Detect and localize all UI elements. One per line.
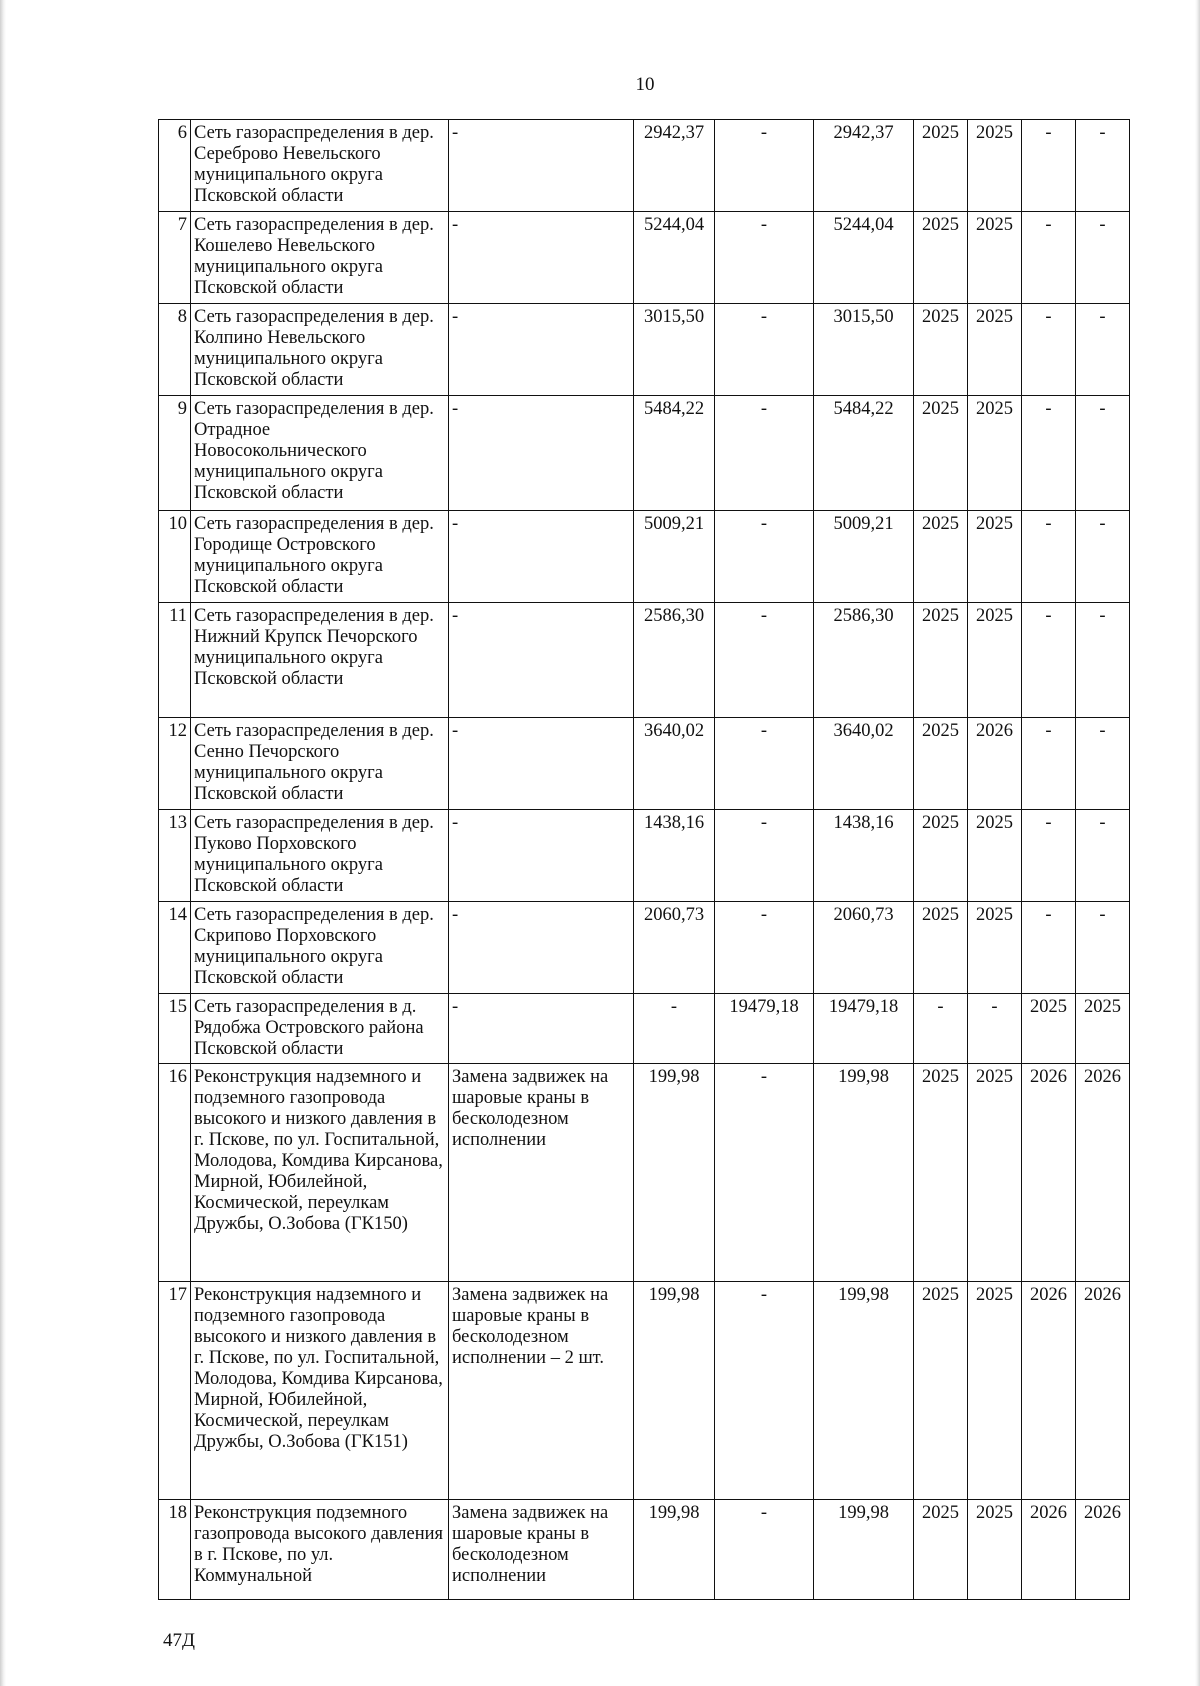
year-col-3: 2026: [1022, 1064, 1076, 1282]
year-col-2: 2025: [968, 212, 1022, 304]
year-col-4: 2025: [1076, 994, 1130, 1064]
year-col-2: 2025: [968, 304, 1022, 396]
row-number: 11: [159, 603, 191, 718]
year-col-2: 2025: [968, 603, 1022, 718]
object-name: Сеть газораспределения в дер. Отрадное Новосокольнического муниципального округа Псковской области: [191, 396, 449, 511]
work-description: Замена задвижек на шаровые краны в бесколодезном исполнении – 2 шт.: [449, 1282, 634, 1500]
table-row: [159, 603, 1130, 718]
document-code: 47Д: [163, 1630, 195, 1651]
year-col-1: 2025: [914, 304, 968, 396]
value-total: 2942,37: [814, 120, 914, 212]
year-col-3: -: [1022, 810, 1076, 902]
row-number: 6: [159, 120, 191, 212]
year-col-3: -: [1022, 304, 1076, 396]
year-col-3: -: [1022, 396, 1076, 511]
table-row: [159, 212, 1130, 304]
work-description: -: [449, 511, 634, 603]
year-col-1: 2025: [914, 396, 968, 511]
object-name: Сеть газораспределения в дер. Нижний Крупск Печорского муниципального округа Псковской области: [191, 603, 449, 718]
year-col-4: -: [1076, 396, 1130, 511]
object-name: Реконструкция надземного и подземного газопровода высокого и низкого давления в г. Пскове, по ул. Госпитальной, Молодова, Комдива Кирсанова, Мирной, Юбилейной, Космической, переулкам Дружбы, О.Зобова (ГК151): [191, 1282, 449, 1500]
row-number: 9: [159, 396, 191, 511]
value-col-2: -: [715, 1064, 814, 1282]
value-col-2: -: [715, 120, 814, 212]
scan-edge-right: [1195, 0, 1200, 1686]
object-name: Сеть газораспределения в дер. Городище Островского муниципального округа Псковской области: [191, 511, 449, 603]
value-col-2: -: [715, 902, 814, 994]
table-row: [159, 304, 1130, 396]
value-col-2: -: [715, 511, 814, 603]
table-row: [159, 902, 1130, 994]
value-col-1: 3015,50: [634, 304, 715, 396]
row-number: 14: [159, 902, 191, 994]
year-col-3: -: [1022, 511, 1076, 603]
value-col-2: -: [715, 396, 814, 511]
object-name: Сеть газораспределения в дер. Скрипово Порховского муниципального округа Псковской области: [191, 902, 449, 994]
year-col-4: -: [1076, 718, 1130, 810]
object-name: Реконструкция надземного и подземного газопровода высокого и низкого давления в г. Пскове, по ул. Госпитальной, Молодова, Комдива Кирсанова, Мирной, Юбилейной, Космической, переулкам Дружбы, О.Зобова (ГК150): [191, 1064, 449, 1282]
object-name: Сеть газораспределения в дер. Сереброво Невельского муниципального округа Псковской области: [191, 120, 449, 212]
year-col-3: -: [1022, 718, 1076, 810]
year-col-1: -: [914, 994, 968, 1064]
year-col-1: 2025: [914, 603, 968, 718]
value-col-2: -: [715, 718, 814, 810]
value-col-1: 199,98: [634, 1064, 715, 1282]
value-col-2: -: [715, 603, 814, 718]
value-col-1: 199,98: [634, 1500, 715, 1600]
year-col-2: 2025: [968, 1500, 1022, 1600]
object-name: Реконструкция подземного газопровода высокого давления в г. Пскове, по ул. Коммунальной: [191, 1500, 449, 1600]
year-col-1: 2025: [914, 1064, 968, 1282]
work-description: -: [449, 718, 634, 810]
row-number: 15: [159, 994, 191, 1064]
row-number: 16: [159, 1064, 191, 1282]
table-row: [159, 120, 1130, 212]
year-col-4: 2026: [1076, 1500, 1130, 1600]
year-col-4: -: [1076, 810, 1130, 902]
table-row: [159, 718, 1130, 810]
year-col-2: 2025: [968, 396, 1022, 511]
year-col-1: 2025: [914, 810, 968, 902]
value-total: 199,98: [814, 1064, 914, 1282]
value-col-2: 19479,18: [715, 994, 814, 1064]
year-col-2: 2026: [968, 718, 1022, 810]
value-col-1: 199,98: [634, 1282, 715, 1500]
value-col-2: -: [715, 304, 814, 396]
year-col-1: 2025: [914, 1282, 968, 1500]
table-row: [159, 810, 1130, 902]
year-col-2: -: [968, 994, 1022, 1064]
year-col-1: 2025: [914, 511, 968, 603]
object-name: Сеть газораспределения в дер. Кошелево Невельского муниципального округа Псковской области: [191, 212, 449, 304]
value-col-1: 5009,21: [634, 511, 715, 603]
object-name: Сеть газораспределения в дер. Сенно Печорского муниципального округа Псковской области: [191, 718, 449, 810]
object-name: Сеть газораспределения в дер. Пуково Порховского муниципального округа Псковской области: [191, 810, 449, 902]
year-col-1: 2025: [914, 120, 968, 212]
scan-edge-left: [0, 0, 6, 1686]
page-number: 10: [635, 74, 655, 95]
value-total: 1438,16: [814, 810, 914, 902]
value-total: 5484,22: [814, 396, 914, 511]
work-description: -: [449, 120, 634, 212]
value-total: 5009,21: [814, 511, 914, 603]
value-col-1: 3640,02: [634, 718, 715, 810]
year-col-4: 2026: [1076, 1064, 1130, 1282]
table-row: [159, 1500, 1130, 1600]
value-total: 3640,02: [814, 718, 914, 810]
row-number: 17: [159, 1282, 191, 1500]
work-description: -: [449, 994, 634, 1064]
work-description: -: [449, 603, 634, 718]
year-col-3: -: [1022, 902, 1076, 994]
table-row: [159, 1282, 1130, 1500]
year-col-4: -: [1076, 304, 1130, 396]
year-col-3: 2026: [1022, 1500, 1076, 1600]
year-col-2: 2025: [968, 1064, 1022, 1282]
row-number: 13: [159, 810, 191, 902]
year-col-3: 2026: [1022, 1282, 1076, 1500]
value-total: 199,98: [814, 1282, 914, 1500]
work-description: Замена задвижек на шаровые краны в бесколодезном исполнении: [449, 1500, 634, 1600]
row-number: 7: [159, 212, 191, 304]
year-col-1: 2025: [914, 1500, 968, 1600]
year-col-1: 2025: [914, 718, 968, 810]
year-col-2: 2025: [968, 902, 1022, 994]
value-col-1: -: [634, 994, 715, 1064]
value-col-2: -: [715, 212, 814, 304]
value-total: 3015,50: [814, 304, 914, 396]
year-col-3: 2025: [1022, 994, 1076, 1064]
year-col-2: 2025: [968, 511, 1022, 603]
table-row: [159, 994, 1130, 1064]
year-col-4: -: [1076, 120, 1130, 212]
value-col-1: 2586,30: [634, 603, 715, 718]
table-body: [159, 120, 1130, 1600]
year-col-4: -: [1076, 511, 1130, 603]
value-total: 199,98: [814, 1500, 914, 1600]
work-description: -: [449, 810, 634, 902]
object-name: Сеть газораспределения в дер. Колпино Невельского муниципального округа Псковской области: [191, 304, 449, 396]
work-description: -: [449, 396, 634, 511]
value-total: 2060,73: [814, 902, 914, 994]
row-number: 8: [159, 304, 191, 396]
object-name: Сеть газораспределения в д. Рядобжа Островского района Псковской области: [191, 994, 449, 1064]
year-col-4: -: [1076, 902, 1130, 994]
value-col-1: 5244,04: [634, 212, 715, 304]
value-col-1: 2942,37: [634, 120, 715, 212]
table-row: [159, 1064, 1130, 1282]
year-col-2: 2025: [968, 1282, 1022, 1500]
value-total: 2586,30: [814, 603, 914, 718]
year-col-1: 2025: [914, 212, 968, 304]
value-col-1: 2060,73: [634, 902, 715, 994]
year-col-2: 2025: [968, 810, 1022, 902]
value-col-2: -: [715, 1282, 814, 1500]
year-col-3: -: [1022, 603, 1076, 718]
row-number: 10: [159, 511, 191, 603]
work-description: -: [449, 304, 634, 396]
row-number: 18: [159, 1500, 191, 1600]
value-col-1: 1438,16: [634, 810, 715, 902]
year-col-3: -: [1022, 212, 1076, 304]
work-description: -: [449, 902, 634, 994]
value-total: 5244,04: [814, 212, 914, 304]
table-row: [159, 511, 1130, 603]
value-col-1: 5484,22: [634, 396, 715, 511]
year-col-4: -: [1076, 212, 1130, 304]
year-col-3: -: [1022, 120, 1076, 212]
work-description: Замена задвижек на шаровые краны в бесколодезном исполнении: [449, 1064, 634, 1282]
work-description: -: [449, 212, 634, 304]
year-col-4: 2026: [1076, 1282, 1130, 1500]
year-col-4: -: [1076, 603, 1130, 718]
value-col-2: -: [715, 1500, 814, 1600]
year-col-2: 2025: [968, 120, 1022, 212]
investment-table: [158, 119, 1130, 1600]
value-col-2: -: [715, 810, 814, 902]
table-row: [159, 396, 1130, 511]
year-col-1: 2025: [914, 902, 968, 994]
row-number: 12: [159, 718, 191, 810]
value-total: 19479,18: [814, 994, 914, 1064]
